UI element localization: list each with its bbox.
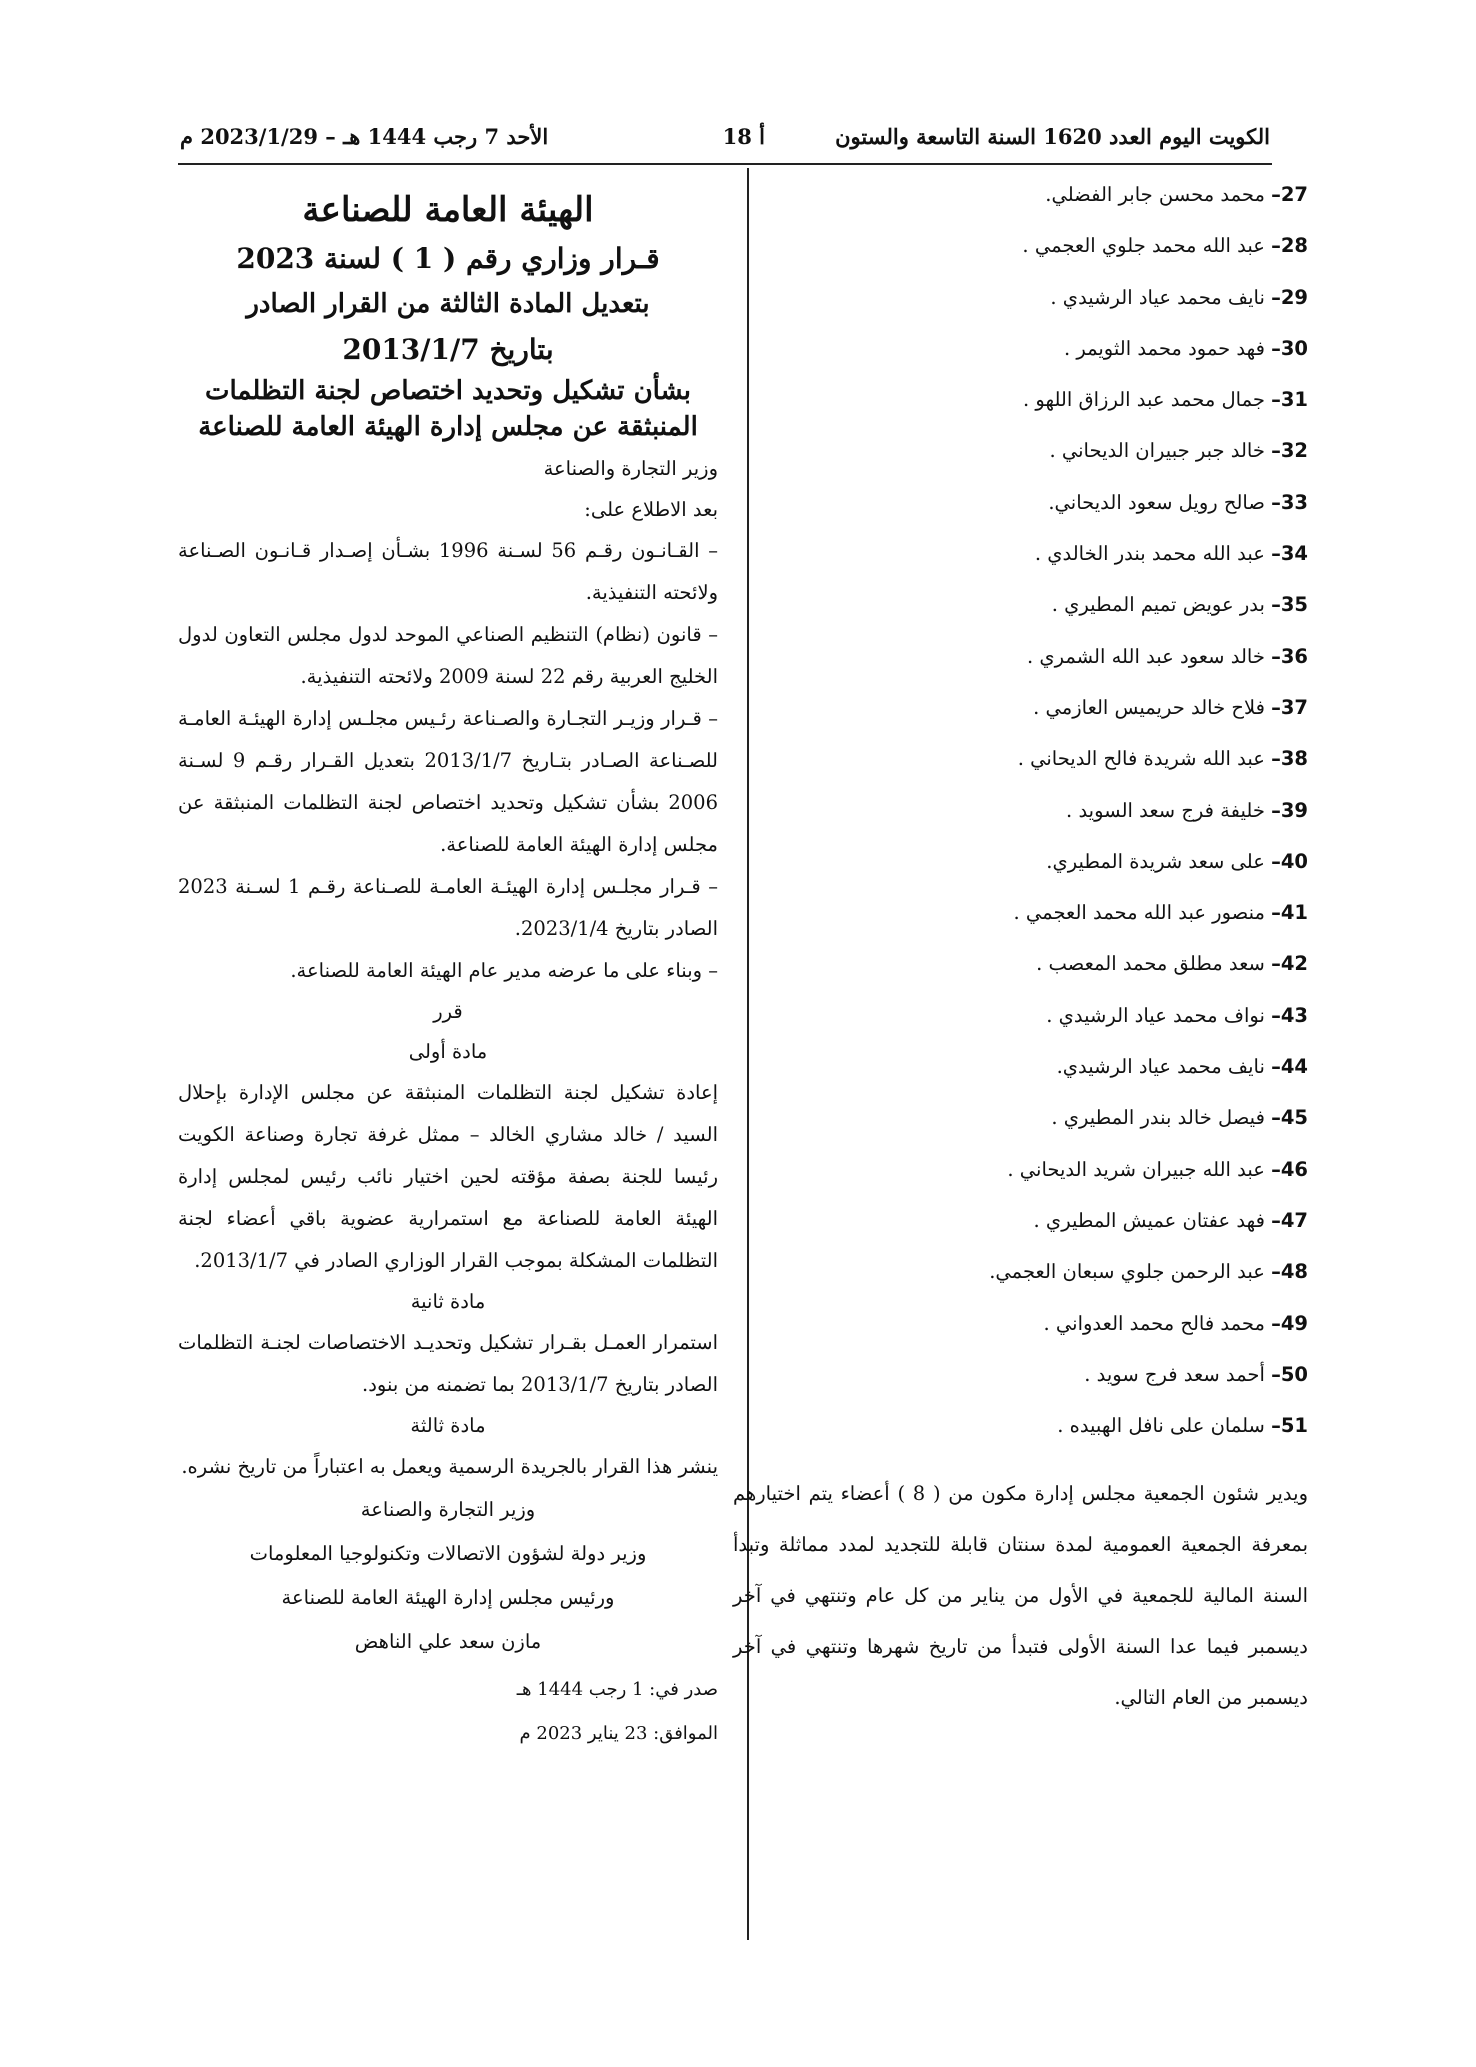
decree-subtitle-2: بتاريخ 2013/1/7	[342, 333, 554, 366]
member-item	[733, 1103, 1308, 1154]
member-name: عبد الله محمد جلوي العجمي .	[1022, 234, 1265, 258]
article-1-heading: مادة أولى	[408, 1040, 488, 1063]
member-number: 48–	[1271, 1260, 1308, 1284]
member-item	[733, 642, 1308, 693]
member-name: سعد مطلق محمد المعصب .	[1036, 952, 1265, 976]
members-list	[733, 180, 1308, 1462]
article-3-text: ينشر هذا القرار بالجريدة الرسمية ويعمل به اعتباراً من تاريخ نشره.	[181, 1455, 718, 1478]
article-1-text: إعادة تشكيل لجنة التظلمات المنبثقة عن مجلس الإدارة بإحلال السيد / خالد مشاري الخالد – ممثل غرفة تجارة وصناعة الكويت رئيسا للجنة بصفة مؤقته لحين اختيار نائب رئيس لمجلس إدارة الهيئة العامة للصناعة مع استمرارية عضوية باقي أعضاء لجنة التظلمات المشكلة بموجب القرار الوزاري الصادر في 2013/1/7.	[178, 1081, 718, 1272]
member-number: 47–	[1271, 1208, 1308, 1232]
article-2-text: استمرار العمـل بقـرار تشكيل وتحديـد الاختصاصات لجنـة التظلمات الصادر بتاريخ 2013/1/7 بما تضمنه من بنود.	[178, 1331, 718, 1396]
member-item	[733, 949, 1308, 1000]
member-name: فهد حمود محمد الثويمر .	[1063, 336, 1265, 360]
member-number: 32–	[1271, 439, 1308, 463]
member-number: 41–	[1271, 901, 1308, 925]
decree-subtitle-1: بتعديل المادة الثالثة من القرار الصادر	[246, 289, 650, 319]
preamble-item: – قـرار مجلـس إدارة الهيئـة العامـة للصـناعة رقـم 1 لسـنة 2023 الصادر بتاريخ 2023/1/4.	[178, 875, 718, 940]
member-item	[733, 1001, 1308, 1052]
decree-subject-2: المنبثقة عن مجلس إدارة الهيئة العامة للصناعة	[198, 412, 698, 442]
member-number: 35–	[1271, 593, 1308, 617]
member-name: بدر عويض تميم المطيري .	[1051, 593, 1265, 617]
member-name: نايف محمد عياد الرشيدي.	[1056, 1055, 1265, 1079]
member-number: 34–	[1271, 542, 1308, 566]
member-name: خالد جبر جبيران الديحاني .	[1049, 439, 1265, 463]
member-item	[733, 1411, 1308, 1462]
member-number: 43–	[1271, 1003, 1308, 1027]
preamble-item: – قانون (نظام) التنظيم الصناعي الموحد لدول مجلس التعاون لدول الخليج العربية رقم 22 لسنة 2009 ولائحته التنفيذية.	[178, 623, 718, 688]
signatory-name: مازن سعد علي الناهض	[354, 1630, 542, 1653]
member-name: محمد فالح محمد العدواني .	[1043, 1311, 1265, 1335]
member-name: سلمان على نافل الهبيده .	[1057, 1414, 1265, 1438]
member-name: عبد الرحمن جلوي سبعان العجمي.	[989, 1260, 1265, 1284]
member-item	[733, 796, 1308, 847]
member-number: 44–	[1271, 1055, 1308, 1079]
issued-date: صدر في: 1 رجب 1444 هـ	[516, 1679, 718, 1700]
member-number: 38–	[1271, 747, 1308, 771]
member-item	[733, 744, 1308, 795]
member-number: 45–	[1271, 1106, 1308, 1130]
header-page-number: أ 18	[722, 124, 765, 149]
corresponding-date: الموافق: 23 يناير 2023 م	[519, 1723, 718, 1744]
signature-chairman: ورئيس مجلس إدارة الهيئة العامة للصناعة	[281, 1586, 615, 1609]
member-item	[733, 180, 1308, 231]
article-3-heading: مادة ثالثة	[410, 1414, 486, 1437]
member-name: فيصل خالد بندر المطيري .	[1051, 1106, 1265, 1130]
minister-line: وزير التجارة والصناعة	[543, 457, 718, 480]
member-number: 29–	[1271, 285, 1308, 309]
member-item	[733, 898, 1308, 949]
member-item	[733, 1155, 1308, 1206]
member-name: أحمد سعد فرج سويد .	[1084, 1362, 1265, 1386]
member-name: على سعد شريدة المطيري.	[1046, 849, 1265, 873]
member-name: خالد سعود عبد الله الشمري .	[1026, 644, 1265, 668]
decree-subject-1: بشأن تشكيل وتحديد اختصاص لجنة التظلمات	[204, 376, 692, 406]
member-item	[733, 1206, 1308, 1257]
preamble-item: – القـانـون رقـم 56 لسـنة 1996 بشـأن إصـدار قـانـون الصـناعة ولائحته التنفيذية.	[178, 539, 718, 604]
header-rule	[178, 163, 1272, 165]
member-number: 33–	[1271, 490, 1308, 514]
member-item	[733, 693, 1308, 744]
article-2-heading: مادة ثانية	[410, 1290, 486, 1313]
member-number: 31–	[1271, 388, 1308, 412]
member-item	[733, 385, 1308, 436]
member-name: محمد محسن جابر الفضلي.	[1045, 183, 1265, 206]
member-item	[733, 436, 1308, 487]
member-number: 49–	[1271, 1311, 1308, 1335]
member-number: 36–	[1271, 644, 1308, 668]
member-number: 28–	[1271, 234, 1308, 258]
member-number: 50–	[1271, 1362, 1308, 1386]
member-item	[733, 231, 1308, 282]
member-name: فهد عفتان عميش المطيري .	[1033, 1208, 1265, 1232]
member-item	[733, 334, 1308, 385]
member-number: 27–	[1271, 183, 1308, 206]
member-item	[733, 488, 1308, 539]
member-name: نواف محمد عياد الرشيدي .	[1046, 1003, 1265, 1027]
member-number: 37–	[1271, 695, 1308, 719]
member-name: منصور عبد الله محمد العجمي .	[1013, 901, 1265, 925]
member-name: عبد الله شريدة فالح الديحاني .	[1017, 747, 1265, 771]
member-item	[733, 1309, 1308, 1360]
page-header	[180, 120, 1270, 156]
member-name: نايف محمد عياد الرشيدي .	[1050, 285, 1265, 309]
member-name: صالح رويل سعود الديحاني.	[1048, 490, 1265, 514]
member-number: 39–	[1271, 798, 1308, 822]
decree-column	[178, 190, 718, 1752]
authority-title: الهيئة العامة للصناعة	[302, 190, 594, 230]
decided-heading: قرر	[433, 1000, 463, 1023]
member-item	[733, 1052, 1308, 1103]
member-number: 51–	[1271, 1414, 1308, 1438]
header-date: الأحد 7 رجب 1444 هـ – 2023/1/29 م	[180, 124, 549, 149]
member-number: 30–	[1271, 336, 1308, 360]
member-name: فلاح خالد حريميس العازمي .	[1033, 695, 1265, 719]
decree-title: قـرار وزاري رقم ( 1 ) لسنة 2023	[236, 242, 660, 275]
member-item	[733, 1360, 1308, 1411]
preamble-item: – وبناء على ما عرضه مدير عام الهيئة العامة للصناعة.	[290, 959, 718, 982]
member-item	[733, 1257, 1308, 1308]
signature-minister: وزير التجارة والصناعة	[360, 1498, 536, 1521]
member-item	[733, 590, 1308, 641]
board-paragraph: ويدير شئون الجمعية مجلس إدارة مكون من ( 8 ) أعضاء يتم اختيارهم بمعرفة الجمعية العمومية لمدة سنتان قابلة للتجديد لمدد مماثلة وتبدأ السنة المالية للجمعية في الأول من يناير من كل عام وتنتهي في آخر ديسمبر فيما عدا السنة الأولى فتبدأ من تاريخ شهرها وتنتهي في آخر ديسمبر من العام التالي.	[733, 1482, 1308, 1710]
member-name: جمال محمد عبد الرزاق اللهو .	[1023, 388, 1265, 412]
member-number: 42–	[1271, 952, 1308, 976]
member-item	[733, 847, 1308, 898]
header-issue: الكويت اليوم العدد 1620 السنة التاسعة والستون	[835, 124, 1270, 149]
preamble-item: – قـرار وزيـر التجـارة والصـناعة رئـيس مجلـس إدارة الهيئـة العامـة للصـناعة الصـادر بتـاريخ 2013/1/7 بتعديل القـرار رقـم 9 لسـنة 2006 بشأن تشكيل وتحديد اختصاص لجنة التظلمات المنبثقة عن مجلس إدارة الهيئة العامة للصناعة.	[178, 707, 718, 856]
member-name: عبد الله جبيران شريد الديحاني .	[1007, 1157, 1265, 1181]
member-item	[733, 539, 1308, 590]
after-review-line: بعد الاطلاع على:	[584, 498, 718, 521]
signature-minister-of-state: وزير دولة لشؤون الاتصالات وتكنولوجيا المعلومات	[249, 1542, 647, 1565]
member-name: عبد الله محمد بندر الخالدي .	[1034, 542, 1265, 566]
member-number: 46–	[1271, 1157, 1308, 1181]
member-number: 40–	[1271, 849, 1308, 873]
member-name: خليفة فرج سعد السويد .	[1066, 798, 1265, 822]
member-item	[733, 283, 1308, 334]
right-column	[733, 180, 1308, 1723]
